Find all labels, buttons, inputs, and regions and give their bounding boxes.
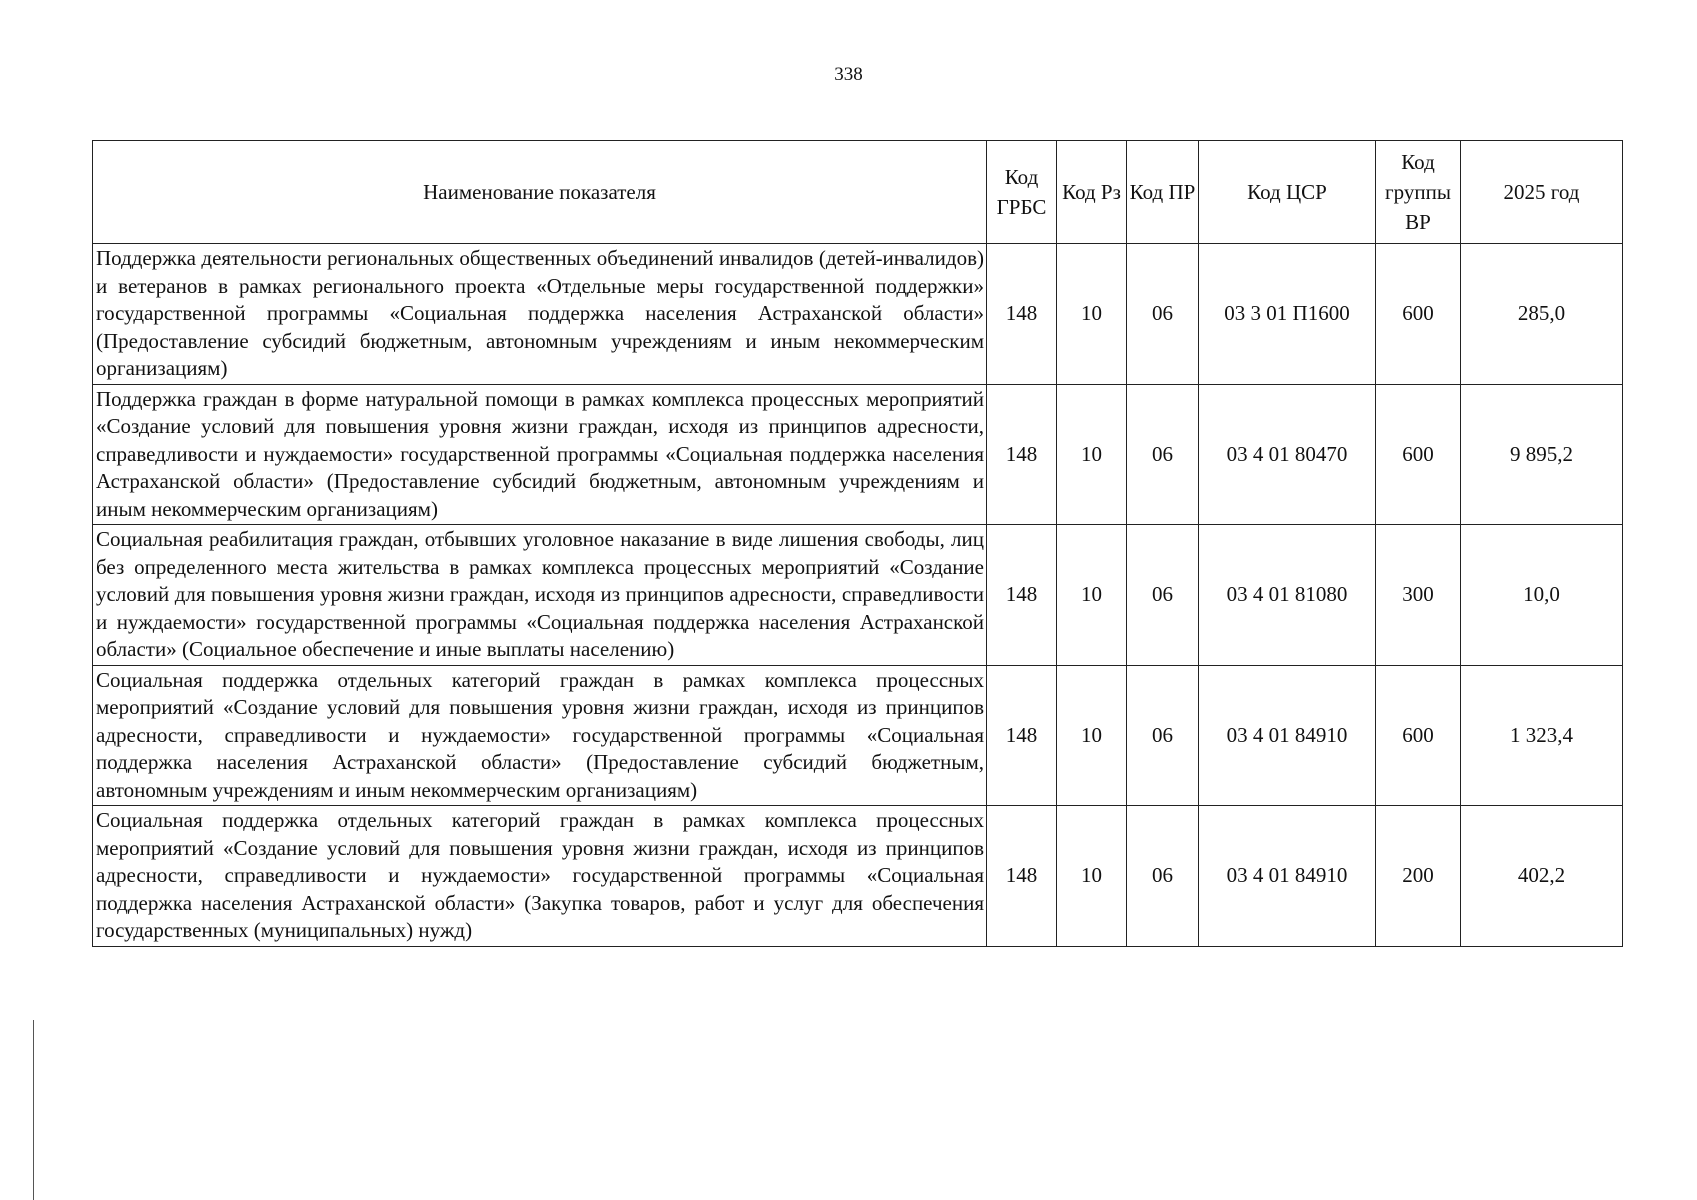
row-amount: 9 895,2 [1461, 384, 1623, 525]
row-pr: 06 [1127, 525, 1199, 666]
header-rz: Код Рз [1057, 141, 1127, 244]
row-rz: 10 [1057, 806, 1127, 947]
row-csr: 03 4 01 81080 [1199, 525, 1376, 666]
row-csr: 03 4 01 80470 [1199, 384, 1376, 525]
row-csr: 03 4 01 84910 [1199, 806, 1376, 947]
row-csr: 03 4 01 84910 [1199, 665, 1376, 806]
row-grbs: 148 [987, 665, 1057, 806]
scan-edge-line [33, 1020, 34, 1200]
row-rz: 10 [1057, 244, 1127, 385]
row-name: Социальная поддержка отдельных категорий граждан в рамках комплекса процессных мероприятий «Создание условий для повышения уровня жизни граждан, исходя из принципов адресности, справедливости и нуждаемости» государственной программы «Социальная поддержка населения Астраханской области» (Предоставление субсидий бюджетным, автономным учреждениям и иным некоммерческим организациям) [93, 665, 987, 806]
row-vr: 600 [1376, 665, 1461, 806]
row-rz: 10 [1057, 665, 1127, 806]
row-grbs: 148 [987, 244, 1057, 385]
row-vr: 600 [1376, 384, 1461, 525]
page-number: 338 [834, 64, 863, 85]
table-row [93, 525, 1623, 666]
header-grbs: Код ГРБС [987, 141, 1057, 244]
header-vr: Код группы ВР [1376, 141, 1461, 244]
table-row [93, 244, 1623, 385]
row-amount: 285,0 [1461, 244, 1623, 385]
row-amount: 1 323,4 [1461, 665, 1623, 806]
row-csr: 03 3 01 П1600 [1199, 244, 1376, 385]
row-vr: 200 [1376, 806, 1461, 947]
row-pr: 06 [1127, 665, 1199, 806]
row-pr: 06 [1127, 244, 1199, 385]
row-amount: 402,2 [1461, 806, 1623, 947]
row-vr: 300 [1376, 525, 1461, 666]
row-name: Социальная реабилитация граждан, отбывших уголовное наказание в виде лишения свободы, лиц без определенного места жительства в рамках комплекса процессных мероприятий «Создание условий для повышения уровня жизни граждан, исходя из принципов адресности, справедливости и нуждаемости» государственной программы «Социальная поддержка населения Астраханской области» (Социальное обеспечение и иные выплаты населению) [93, 525, 987, 666]
row-amount: 10,0 [1461, 525, 1623, 666]
row-pr: 06 [1127, 384, 1199, 525]
row-name: Поддержка граждан в форме натуральной помощи в рамках комплекса процессных мероприятий «Создание условий для повышения уровня жизни граждан, исходя из принципов адресности, справедливости и нуждаемости» государственной программы «Социальная поддержка населения Астраханской области» (Предоставление субсидий бюджетным, автономным учреждениям и иным некоммерческим организациям) [93, 384, 987, 525]
row-grbs: 148 [987, 806, 1057, 947]
header-pr: Код ПР [1127, 141, 1199, 244]
row-rz: 10 [1057, 384, 1127, 525]
row-grbs: 148 [987, 525, 1057, 666]
row-vr: 600 [1376, 244, 1461, 385]
table-header-row [93, 141, 1623, 244]
table-row [93, 665, 1623, 806]
row-name: Поддержка деятельности региональных общественных объединений инвалидов (детей-инвалидов) и ветеранов в рамках регионального проекта «Отдельные меры государственной поддержки» государственной программы «Социальная поддержка населения Астраханской области» (Предоставление субсидий бюджетным, автономным учреждениям и иным некоммерческим организациям) [93, 244, 987, 385]
header-year: 2025 год [1461, 141, 1623, 244]
row-name: Социальная поддержка отдельных категорий граждан в рамках комплекса процессных мероприятий «Создание условий для повышения уровня жизни граждан, исходя из принципов адресности, справедливости и нуждаемости» государственной программы «Социальная поддержка населения Астраханской области» (Закупка товаров, работ и услуг для обеспечения государственных (муниципальных) нужд) [93, 806, 987, 947]
header-csr: Код ЦСР [1199, 141, 1376, 244]
header-name: Наименование показателя [93, 141, 987, 244]
budget-table [92, 140, 1623, 947]
row-grbs: 148 [987, 384, 1057, 525]
row-rz: 10 [1057, 525, 1127, 666]
row-pr: 06 [1127, 806, 1199, 947]
table-row [93, 384, 1623, 525]
table-row [93, 806, 1623, 947]
